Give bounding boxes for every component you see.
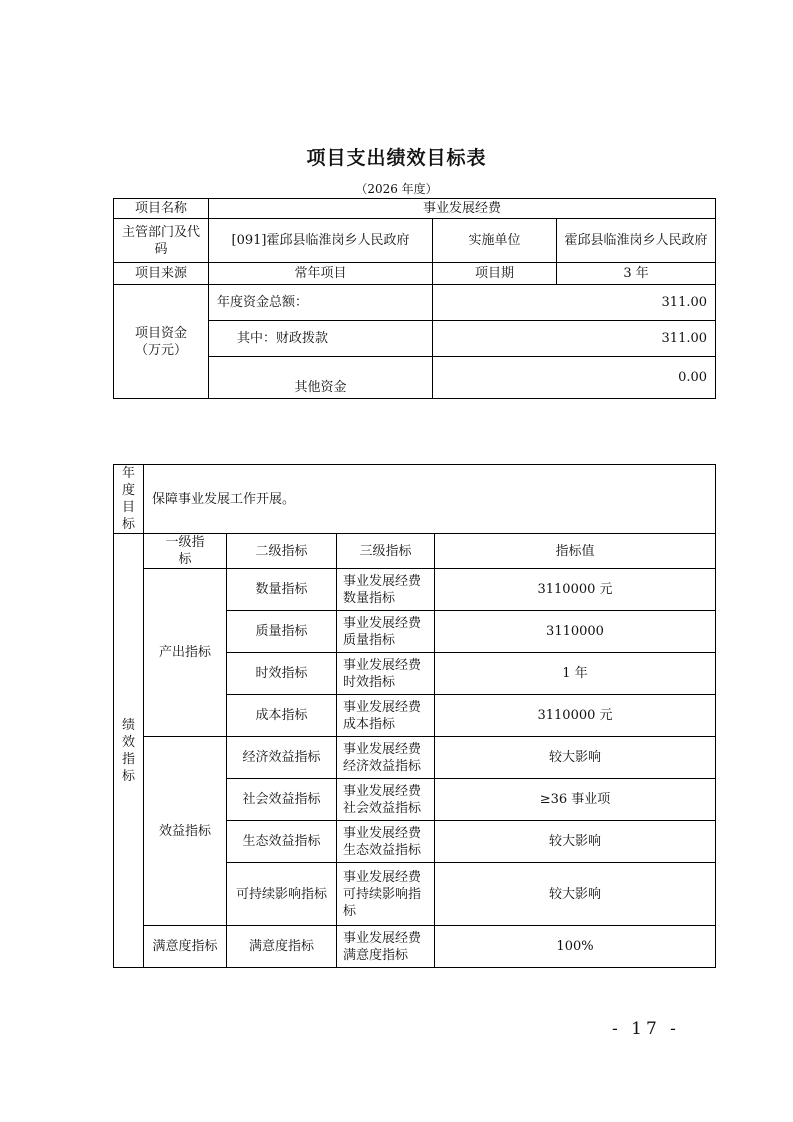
level2-cell: 经济效益指标 <box>227 737 337 779</box>
page-title: 项目支出绩效目标表 <box>306 147 487 169</box>
level1-output: 产出指标 <box>144 569 227 737</box>
level3-cell: 事业发展经费社会效益指标 <box>337 779 435 821</box>
indicator-value: 较大影响 <box>435 821 716 863</box>
fiscal-allocation-label: 其中：财政拨款 <box>209 321 433 357</box>
project-name-value: 事业发展经费 <box>209 199 716 219</box>
annual-total-value: 311.00 <box>433 285 716 321</box>
level3-cell: 事业发展经费满意度指标 <box>337 926 435 968</box>
level3-cell: 事业发展经费数量指标 <box>337 569 435 611</box>
level1-satisfaction: 满意度指标 <box>144 926 227 968</box>
level2-cell: 数量指标 <box>227 569 337 611</box>
level3-cell: 事业发展经费成本指标 <box>337 695 435 737</box>
project-source-value: 常年项目 <box>209 263 433 285</box>
implementing-unit-value: 霍邱县临淮岗乡人民政府 <box>557 219 716 263</box>
level3-cell: 事业发展经费生态效益指标 <box>337 821 435 863</box>
indicator-value: 3110000 <box>435 611 716 653</box>
performance-table <box>113 464 716 968</box>
level3-cell: 事业发展经费质量指标 <box>337 611 435 653</box>
fiscal-year: （2026 年度） <box>355 182 438 196</box>
level3-cell: 事业发展经费经济效益指标 <box>337 737 435 779</box>
fiscal-allocation-value: 311.00 <box>433 321 716 357</box>
level2-cell: 质量指标 <box>227 611 337 653</box>
annual-total-label: 年度资金总额： <box>209 285 433 321</box>
project-source-label: 项目来源 <box>114 263 209 285</box>
project-period-label: 项目期 <box>433 263 557 285</box>
indicator-value: 3110000 元 <box>435 569 716 611</box>
annual-goal-value: 保障事业发展工作开展。 <box>144 465 716 534</box>
project-info-table <box>113 198 716 399</box>
level2-cell: 社会效益指标 <box>227 779 337 821</box>
annual-goal-label: 年度目标 <box>114 465 144 534</box>
level3-cell: 事业发展经费时效指标 <box>337 653 435 695</box>
indicator-value: 100% <box>435 926 716 968</box>
header-level3: 三级指标 <box>337 534 435 569</box>
department-value: [091]霍邱县临淮岗乡人民政府 <box>209 219 433 263</box>
project-name-label: 项目名称 <box>114 199 209 219</box>
level2-cell: 满意度指标 <box>227 926 337 968</box>
implementing-unit-label: 实施单位 <box>433 219 557 263</box>
performance-indicators-label: 绩效指标 <box>114 534 144 968</box>
project-period-value: 3 年 <box>557 263 716 285</box>
indicator-value: 1 年 <box>435 653 716 695</box>
level2-cell: 生态效益指标 <box>227 821 337 863</box>
indicator-value: 较大影响 <box>435 737 716 779</box>
header-level1: 一级指标 <box>144 534 227 569</box>
header-value: 指标值 <box>435 534 716 569</box>
level3-cell: 事业发展经费可持续影响指标 <box>337 863 435 926</box>
level2-cell: 可持续影响指标 <box>227 863 337 926</box>
indicator-value: 较大影响 <box>435 863 716 926</box>
other-funds-label: 其他资金 <box>209 357 433 399</box>
other-funds-value: 0.00 <box>433 357 716 399</box>
level2-cell: 时效指标 <box>227 653 337 695</box>
indicator-value: 3110000 元 <box>435 695 716 737</box>
level2-cell: 成本指标 <box>227 695 337 737</box>
level1-benefit: 效益指标 <box>144 737 227 926</box>
header-level2: 二级指标 <box>227 534 337 569</box>
page-number: - 17 - <box>612 1019 680 1039</box>
department-label: 主管部门及代码 <box>114 219 209 263</box>
indicator-value: ≥36 事业项 <box>435 779 716 821</box>
project-funds-label: 项目资金（万元） <box>114 285 209 399</box>
